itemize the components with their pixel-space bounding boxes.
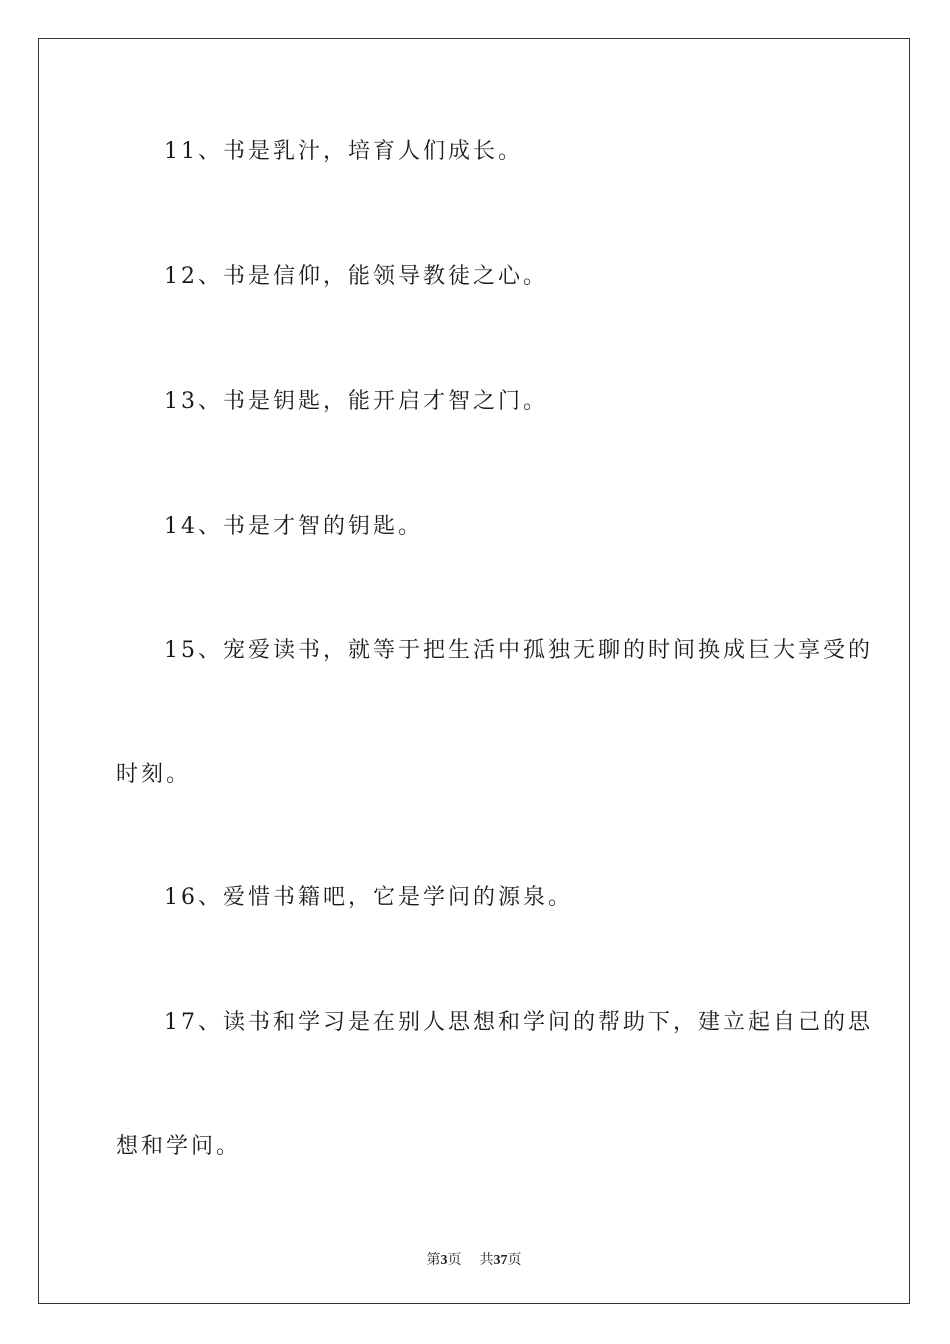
page-prefix: 第 (426, 1253, 441, 1268)
paragraph-17-line-2: 想和学问。 (116, 1134, 242, 1159)
paragraph-17-line-1: 17、读书和学习是在别人思想和学问的帮助下，建立起自己的思 (164, 1010, 873, 1035)
page-footer (39, 1249, 909, 1269)
paragraph-16: 16、爱惜书籍吧，它是学问的源泉。 (164, 885, 573, 910)
paragraph-12: 12、书是信仰，能领导教徒之心。 (164, 264, 548, 289)
total-prefix: 共 (479, 1253, 494, 1268)
paragraph-13: 13、书是钥匙，能开启才智之门。 (164, 389, 548, 414)
paragraph-11: 11、书是乳汁，培育人们成长。 (164, 139, 523, 164)
paragraph-15-line-2: 时刻。 (116, 762, 192, 787)
page-number: 3 (440, 1253, 448, 1268)
total-pages: 37 (493, 1253, 508, 1268)
page-suffix: 页 (447, 1253, 462, 1268)
paragraph-14: 14、书是才智的钥匙。 (164, 514, 423, 539)
page-frame (38, 38, 910, 1304)
total-suffix: 页 (507, 1253, 522, 1268)
paragraph-15-line-1: 15、宠爱读书，就等于把生活中孤独无聊的时间换成巨大享受的 (164, 638, 873, 663)
